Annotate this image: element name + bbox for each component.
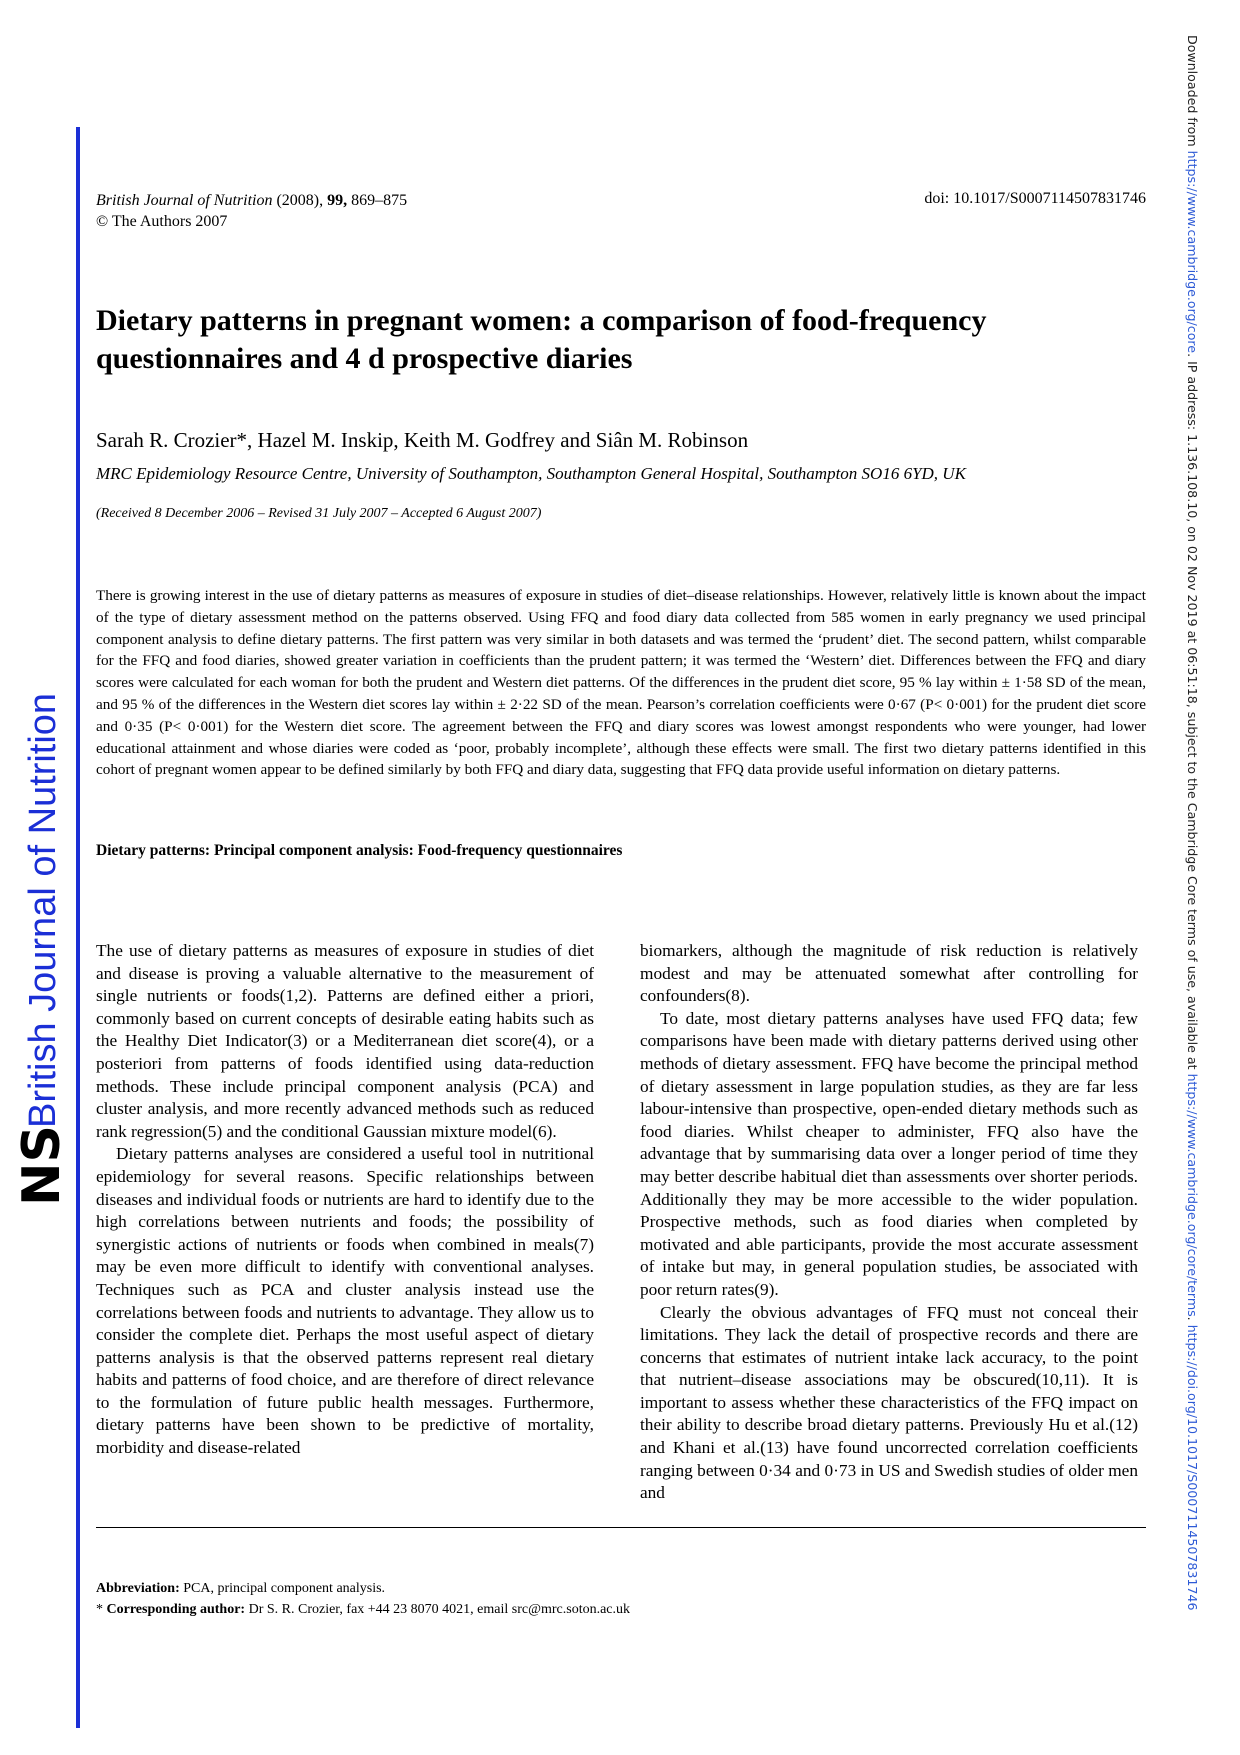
affiliation: MRC Epidemiology Resource Centre, University of Southampton, Southampton General Hospital, Southampton SO16 6YD, UK (96, 464, 966, 483)
paragraph: biomarkers, although the magnitude of risk reduction is relatively modest and may be attenuated somewhat after controlling for confounders(8). (640, 941, 1138, 1006)
paragraph: The use of dietary patterns as measures of exposure in studies of diet and disease is proving a valuable alternative to the measurement of single nutrients or foods(1,2). Patterns are defined either a priori, commonly based on current concepts of desirable eating habits such as the Healthy Diet Indicator(3) or a Mediterranean diet score(4), or a posteriori from patterns of foods identified using data-reduction methods. These include principal component analysis (PCA) and cluster analysis, and more recently advanced methods such as reduced rank regression(5) and the conditional Gaussian mixture model(6). (96, 941, 594, 1141)
paragraph: Clearly the obvious advantages of FFQ must not conceal their limitations. They lack the detail of prospective records and there are concerns that estimates of nutrient intake lack accuracy, to the point that nutrient–disease associations may be obscured(10,11). It is important to assess whether these characteristics of the FFQ impact on their ability to describe broad dietary patterns. Previously Hu et al.(12) and Khani et al.(13) have found uncorrected correlation coefficients ranging between 0·34 and 0·73 in US and Swedish studies of older men and (640, 1302, 1138, 1503)
doi-link[interactable]: https://doi.org/10.1017/S0007114507831746 (1185, 1324, 1200, 1611)
terms-link[interactable]: https://www.cambridge.org/core/terms (1185, 1073, 1200, 1317)
paragraph: Dietary patterns analyses are considered a useful tool in nutritional epidemiology for several reasons. Specific relationships between diseases and individual foods or nutrients are hard to identify due to the high correlations between nutrients and foods; the possibility of synergistic actions of nutrients or foods when combined in meals(7) may be even more difficult to identify with conventional analyses. Techniques such as PCA and cluster analysis instead use the correlations between foods and nutrients to advantage. They allow us to consider the complete diet. Perhaps the most useful aspect of dietary patterns analysis is that the observed patterns represent real dietary habits and patterns of food choice, and are therefore of direct relevance to the formulation of future public health messages. Furthermore, dietary patterns have been shown to be predictive of mortality, morbidity and disease-related (96, 1144, 594, 1458)
cambridge-core-link[interactable]: https://www.cambridge.org/core (1185, 150, 1200, 354)
citation-line: British Journal of Nutrition (2008), 99, 869–875 (96, 192, 408, 209)
keywords: Dietary patterns: Principal component analysis: Food-frequency questionnaires (96, 842, 623, 859)
abstract: There is growing interest in the use of dietary patterns as measures of exposure in studies of diet–disease relationships. However, relatively little is known about the impact of the type of dietary assessment method on the patterns observed. Using FFQ and food diary data collected from 585 women in early pregnancy we used principal component analysis to define dietary patterns. The first pattern was very similar in both datasets and was termed the ‘prudent’ diet. The second pattern, whilst comparable for the FFQ and food diaries, showed greater variation in coefficients than the prudent pattern; it was termed the ‘Western’ diet. Differences between the FFQ and diary scores were calculated for each woman for both the prudent and Western diet patterns. Of the differences in the prudent diet score, 95 % lay within ± 1·58 SD of the mean, and 95 % of the differences in the Western diet scores lay within ± 2·22 SD of the mean. Pearson’s correlation coefficients were 0·67 (P< 0·001) for the prudent diet score and 0·35 (P< 0·001) for the Western diet score. The agreement between the FFQ and diary scores was lowest amongst respondents who were younger, had lower educational attainment and whose diaries were coded as ‘poor, probably incomplete’, although these effects were small. The first two dietary patterns identified in this cohort of pregnant women appear to be defined similarly by both FFQ and diary data, suggesting that FFQ data provide useful information on dietary patterns. (96, 587, 1146, 779)
article-title: Dietary patterns in pregnant women: a comparison of food-frequency questionnaires and 4 d prospective diaries (96, 304, 987, 375)
ns-mark: NS (12, 1125, 72, 1206)
corresponding-author-note: * Corresponding author: Dr S. R. Crozier, fax +44 23 8070 4021, email src@mrc.soton.ac.uk (96, 1602, 631, 1617)
download-prefix: Downloaded from (1185, 35, 1200, 147)
author-list: Sarah R. Crozier*, Hazel M. Inskip, Keith M. Godfrey and Siân M. Robinson (96, 428, 749, 452)
copyright: © The Authors 2007 (96, 213, 228, 230)
paragraph: To date, most dietary patterns analyses have used FFQ data; few comparisons have been made with dietary patterns derived using other methods of dietary assessment. FFQ have become the principal method of dietary assessment in large population studies, as they are far less labour-intensive than prospective, open-ended dietary methods such as food diaries. Whilst cheaper to administer, FFQ also have the advantage that by summarising data over a longer period of time they may better describe habitual diet than assessments over shorter periods. Additionally they may be more accessible to the wider population. Prospective methods, such as food diaries when completed by motivated and able participants, provide the most accurate assessment of intake but may, in general population studies, be associated with poor return rates(9). (640, 1008, 1138, 1299)
received-dates: (Received 8 December 2006 – Revised 31 July 2007 – Accepted 6 August 2007) (96, 506, 542, 521)
journal-logo-name: British Journal of Nutrition (22, 692, 64, 1128)
doi: doi: 10.1017/S0007114507831746 (924, 190, 1146, 207)
abbreviation-note: Abbreviation: PCA, principal component analysis. (96, 1581, 386, 1596)
body-right-column (640, 940, 1138, 1505)
body-left-column (96, 940, 594, 1460)
journal-sidebar-rule (76, 127, 80, 1728)
footnote-divider (96, 1527, 1146, 1528)
footnotes (96, 1578, 630, 1620)
citation-block (96, 190, 407, 232)
download-middle: . IP address: 1.136.108.10, on 02 Nov 2019 at 06:51:18, subject to the Cambridge Core terms of use, available at (1185, 353, 1200, 1070)
download-notice: Downloaded from https://www.cambridge.org/core. IP address: 1.136.108.10, on 02 Nov 2019 at 06:51:18, subject to the Cambridge Core terms of use, available at https://www.cambridge.org/core/terms. https://doi.org/10.1017/S0007114507831746 (1185, 35, 1200, 1611)
